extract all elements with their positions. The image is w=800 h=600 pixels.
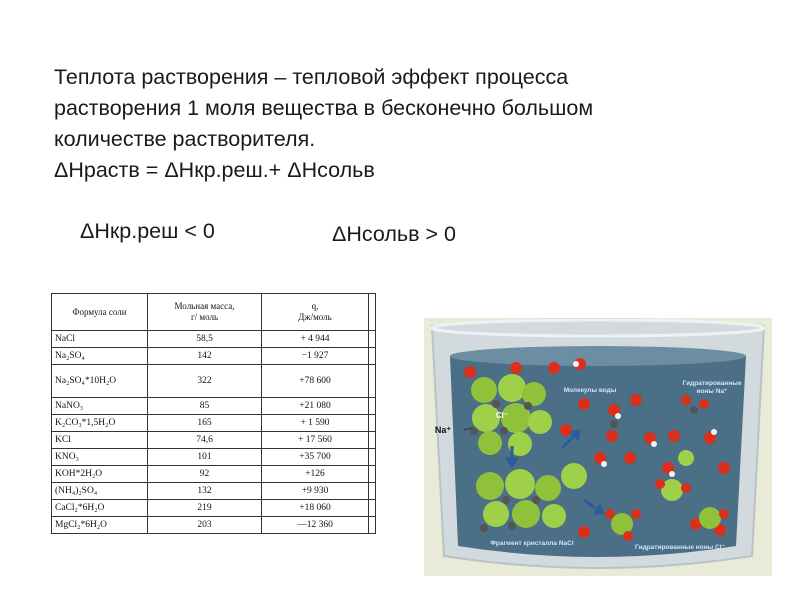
cell-heat: +126 [262,466,369,483]
oxygen-atom [718,462,730,474]
cell-mass: 142 [148,348,262,365]
oxygen-atom [605,509,615,519]
cell-formula: NaCl [52,331,148,348]
cell-mass: 101 [148,449,262,466]
lattice-enthalpy-inequality: ΔНкр.реш < 0 [80,219,215,243]
salt-heat-table [51,293,376,534]
label-sodium: Na⁺ [434,425,452,435]
cell-heat: + 1 590 [262,415,369,432]
label-water-molecules: Молекулы воды [563,387,617,394]
table-row [52,483,376,500]
oxygen-atom [630,394,642,406]
hydrogen-atom [601,461,607,467]
chloride-ion [542,504,566,528]
label-chloride: Cl⁻ [495,411,509,420]
table-row [52,517,376,534]
cell-mass: 74,6 [148,432,262,449]
sodium-ion [508,522,516,530]
oxygen-atom [699,399,709,409]
cell-mass: 85 [148,398,262,415]
chloride-ion [528,410,552,434]
header-heat: q, Дж/моль [262,294,369,331]
cell-mass: 322 [148,365,262,398]
cell-heat: —12 360 [262,517,369,534]
label-crystal-fragment: Фрагмент кристалла NaCl [490,540,574,547]
solution-surface [450,346,746,366]
cell-heat: +9 930 [262,483,369,500]
sodium-ion [480,524,488,532]
oxygen-atom [681,483,691,493]
cell-spacer [369,331,376,348]
cell-heat: +21 080 [262,398,369,415]
hydrogen-atom [651,441,657,447]
cell-mass: 203 [148,517,262,534]
cell-mass: 92 [148,466,262,483]
label-hydrated-cl: Гидратированные ионы Cl⁻ [635,544,725,551]
chloride-ion [512,500,540,528]
table-row [52,500,376,517]
cell-spacer [369,483,376,500]
hydrogen-atom [615,413,621,419]
cell-heat: +18 060 [262,500,369,517]
sodium-ion [500,427,508,435]
cell-spacer [369,517,376,534]
cell-formula: MgCl₂*6H₂O [52,517,148,534]
table-row [52,398,376,415]
table-row [52,415,376,432]
solvation-enthalpy-inequality: ΔНсольв > 0 [332,222,456,246]
oxygen-atom [464,366,476,378]
cell-formula: Na₂SO₄*10H₂O [52,365,148,398]
oxygen-atom [624,452,636,464]
cell-mass: 58,5 [148,331,262,348]
oxygen-atom [681,395,691,405]
sodium-ion [524,402,532,410]
sodium-ion [610,420,618,428]
cell-heat: +78 600 [262,365,369,398]
chloride-ion [478,431,502,455]
oxygen-atom [548,362,560,374]
chloride-ion [522,382,546,406]
hydrogen-atom [669,471,675,477]
intro-line-1: Теплота растворения – тепловой эффект процесса [54,65,569,89]
header-spacer [369,294,376,331]
beaker-drawing [424,318,772,576]
table-row [52,449,376,466]
sodium-ion [532,496,540,504]
cell-heat: + 17 560 [262,432,369,449]
hydrogen-atom [711,429,717,435]
cell-spacer [369,432,376,449]
cell-mass: 132 [148,483,262,500]
chloride-ion [561,463,587,489]
table-row [52,348,376,365]
cell-formula: Na₂SO₄ [52,348,148,365]
chloride-ion [699,507,721,529]
cell-spacer [369,500,376,517]
sodium-ion [492,400,500,408]
header-molar-mass: Мольная масса, г/ моль [148,294,262,331]
table-row [52,466,376,483]
chloride-ion [498,374,526,402]
cell-formula: KOH*2H₂O [52,466,148,483]
sodium-ion [690,406,698,414]
cell-formula: KNO₃ [52,449,148,466]
cell-spacer [369,348,376,365]
oxygen-atom [606,430,618,442]
cell-spacer [369,449,376,466]
oxygen-atom [578,526,590,538]
oxygen-atom [655,479,665,489]
intro-line-3: количестве растворителя. [54,127,316,151]
chloride-ion [471,377,497,403]
oxygen-atom [668,430,680,442]
cell-formula: KCl [52,432,148,449]
cell-heat: +35 700 [262,449,369,466]
enthalpy-formula: ΔНраств = ΔНкр.реш.+ ΔНсольв [54,158,375,182]
chloride-ion [505,469,535,499]
header-formula: Формула соли [52,294,148,331]
cell-formula: NaNO₃ [52,398,148,415]
oxygen-atom [623,531,633,541]
label-hydrated-na: Гидратированные ионы Na⁺ [682,380,742,395]
intro-line-2: растворения 1 моля вещества в бесконечно большом [54,96,594,120]
sodium-ion [502,496,510,504]
hydrogen-atom [573,361,579,367]
cell-spacer [369,415,376,432]
cell-formula: CaCl₂*6H₂O [52,500,148,517]
oxygen-atom [510,362,522,374]
cell-spacer [369,365,376,398]
cell-mass: 165 [148,415,262,432]
cell-heat: −1 927 [262,348,369,365]
cell-formula: K₂CO₃*1,5H₂O [52,415,148,432]
table-row [52,365,376,398]
dissolution-illustration [424,318,772,576]
chloride-ion [535,475,561,501]
oxygen-atom [560,424,572,436]
table-row [52,331,376,348]
chloride-ion [678,450,694,466]
chloride-ion [483,501,509,527]
table-header-row [52,294,376,331]
oxygen-atom [578,398,590,410]
intro-text [54,62,754,186]
oxygen-atom [631,509,641,519]
cell-formula: (NH₄)₂SO₄ [52,483,148,500]
chloride-ion [476,472,504,500]
cell-spacer [369,398,376,415]
oxygen-atom [719,509,729,519]
table-row [52,432,376,449]
cell-heat: + 4 944 [262,331,369,348]
cell-spacer [369,466,376,483]
cell-mass: 219 [148,500,262,517]
